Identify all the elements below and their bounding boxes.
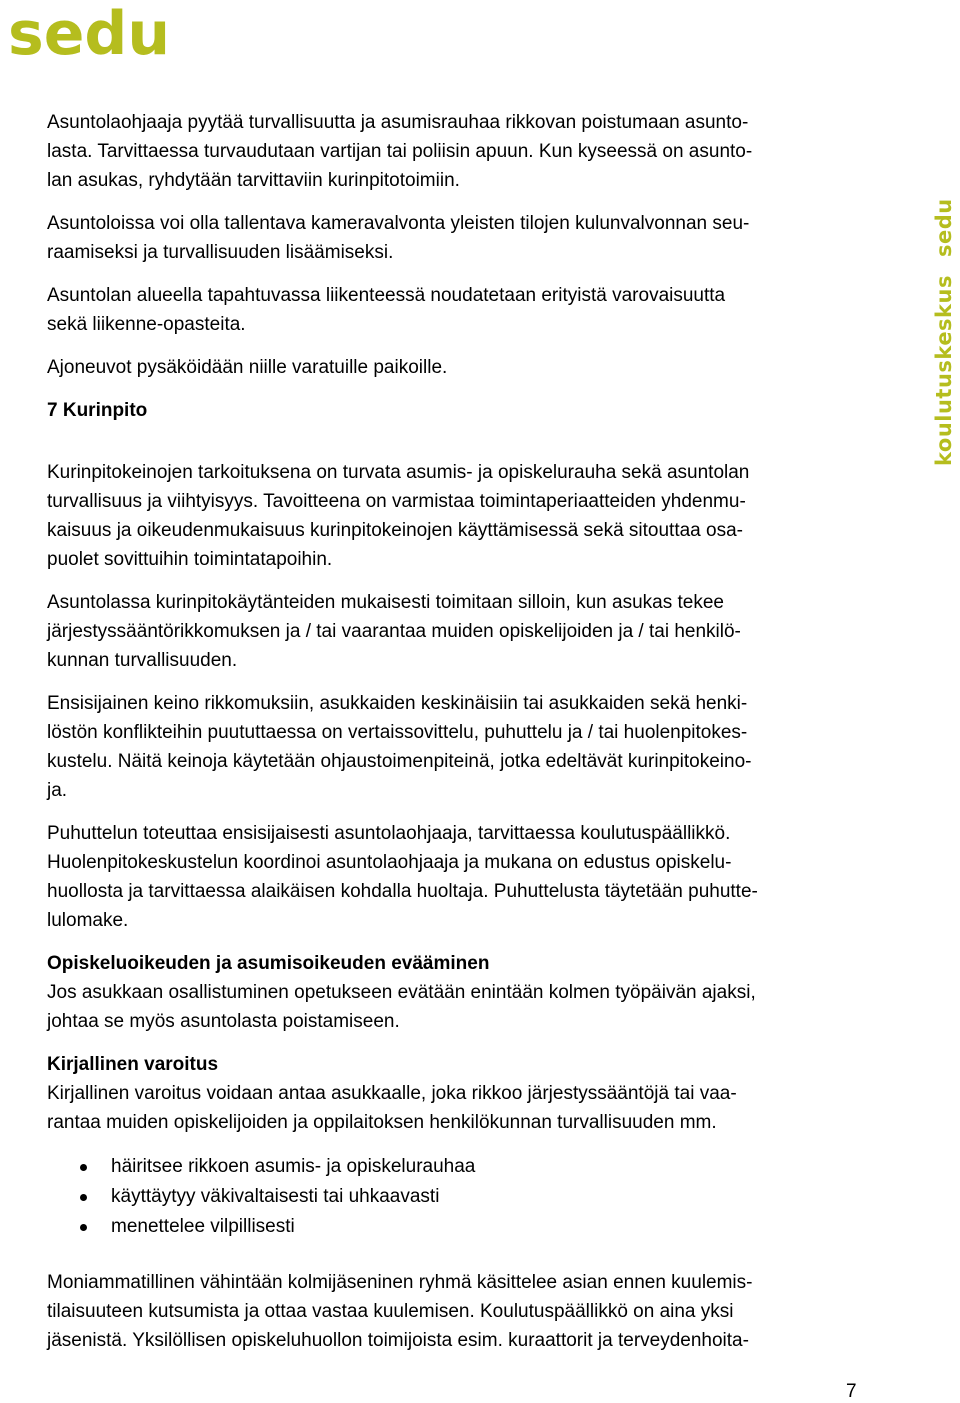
text-line: Ajoneuvot pysäköidään niille varatuille paikoille. [47,357,448,378]
document-body [47,108,857,1355]
list-item-text: häiritsee rikkoen asumis- ja opiskelurauhaa [111,1156,476,1177]
paragraph [47,689,857,805]
page-number: 7 [846,1381,857,1402]
text-line: kaisuus ja oikeudenmukaisuus kurinpitokeinojen käyttämisessä sekä sitouttaa osa- [47,520,743,541]
section-heading [47,396,857,425]
list-item-text: käyttäytyy väkivaltaisesti tai uhkaavasti [111,1186,440,1207]
sedu-logo [8,2,170,62]
text-line: löstön konflikteihin puututtaessa on vertaissovittelu, puhuttelu ja / tai huolenpitokes- [47,722,748,743]
text-line: johtaa se myös asuntolasta poistamiseen. [47,1011,400,1032]
text-line: tilaisuuteen kutsumista ja ottaa vastaa kuulemisen. Koulutuspäällikkö on aina yksi [47,1301,734,1322]
text-line: Kirjallinen varoitus voidaan antaa asukkaalle, joka rikkoo järjestyssääntöjä tai vaa- [47,1083,737,1104]
text-line: Asuntolaohjaaja pyytää turvallisuutta ja asumisrauhaa rikkovan poistumaan asunto- [47,112,749,133]
paragraph [47,108,857,195]
text-line: huollosta ja tarvittaessa alaikäisen kohdalla huoltaja. Puhuttelusta täytetään puhutte- [47,881,758,902]
list-item-text: menettelee vilpillisesti [111,1216,295,1237]
text-line: jäsenistä. Yksilöllisen opiskeluhuollon toimijoista esim. kuraattorit ja terveydenhoita- [47,1330,749,1351]
paragraph [47,209,857,267]
text-line: raamiseksi ja turvallisuuden lisäämiseksi. [47,242,394,263]
text-line: Kurinpitokeinojen tarkoituksena on turvata asumis- ja opiskelurauha sekä asuntolan [47,462,750,483]
subheading: Kirjallinen varoitus [47,1054,219,1075]
text-line: kunnan turvallisuuden. [47,650,238,671]
paragraph [47,819,857,935]
bullet-icon [80,1164,87,1171]
paragraph [47,588,857,675]
side-brand-part1: koulutuskeskus [932,275,956,466]
text-line: turvallisuus ja viihtyisyys. Tavoitteena on varmistaa toimintaperiaatteiden yhdenmu- [47,491,746,512]
text-line: kustelu. Näitä keinoja käytetään ohjaustoimenpiteinä, jotka edeltävät kurinpitokeino- [47,751,752,772]
paragraph [47,949,857,1036]
list-item [47,1182,857,1212]
paragraph [47,353,857,382]
text-line: Ensisijainen keino rikkomuksiin, asukkaiden keskinäisiin tai asukkaiden sekä henki- [47,693,748,714]
sedu-logo-mark [8,2,170,62]
list-item [47,1152,857,1182]
paragraph [47,281,857,339]
bullet-icon [80,1224,87,1231]
text-line: Asuntoloissa voi olla tallentava kameravalvonta yleisten tilojen kulunvalvonnan seu- [47,213,750,234]
text-line: puolet sovittuihin toimintatapoihin. [47,549,333,570]
paragraph [47,1050,857,1137]
text-line: Asuntolan alueella tapahtuvassa liikenteessä noudatetaan erityistä varovaisuutta [47,285,726,306]
bullet-list [47,1152,857,1242]
bullet-icon [80,1194,87,1201]
text-line: lan asukas, ryhdytään tarvittaviin kurinpitotoimiin. [47,170,460,191]
text-line: Jos asukkaan osallistuminen opetukseen evätään enintään kolmen työpäivän ajaksi, [47,982,756,1003]
paragraph [47,458,857,574]
text-line: ja. [47,780,68,801]
text-line: Moniammatillinen vähintään kolmijäseninen ryhmä käsittelee asian ennen kuulemis- [47,1272,753,1293]
text-line: lasta. Tarvittaessa turvaudutaan vartijan tai poliisin apuun. Kun kyseessä on asunto- [47,141,753,162]
section-heading-text: 7 Kurinpito [47,400,148,421]
sedu-logo-text: sedu [8,2,170,62]
text-line: järjestyssääntörikkomuksen ja / tai vaarantaa muiden opiskelijoiden ja / tai henkilö- [47,621,741,642]
text-line: sekä liikenne-opasteita. [47,314,246,335]
side-brand [932,198,956,466]
text-line: Asuntolassa kurinpitokäytänteiden mukaisesti toimitaan silloin, kun asukas tekee [47,592,724,613]
text-line: lulomake. [47,910,129,931]
paragraph [47,1268,857,1355]
text-line: rantaa muiden opiskelijoiden ja oppilaitoksen henkilökunnan turvallisuuden mm. [47,1112,717,1133]
subheading: Opiskeluoikeuden ja asumisoikeuden evääminen [47,953,490,974]
list-item [47,1212,857,1242]
side-brand-part2: sedu [932,198,956,258]
text-line: Puhuttelun toteuttaa ensisijaisesti asuntolaohjaaja, tarvittaessa koulutuspäällikkö. [47,823,731,844]
text-line: Huolenpitokeskustelun koordinoi asuntolaohjaaja ja mukana on edustus opiskelu- [47,852,732,873]
